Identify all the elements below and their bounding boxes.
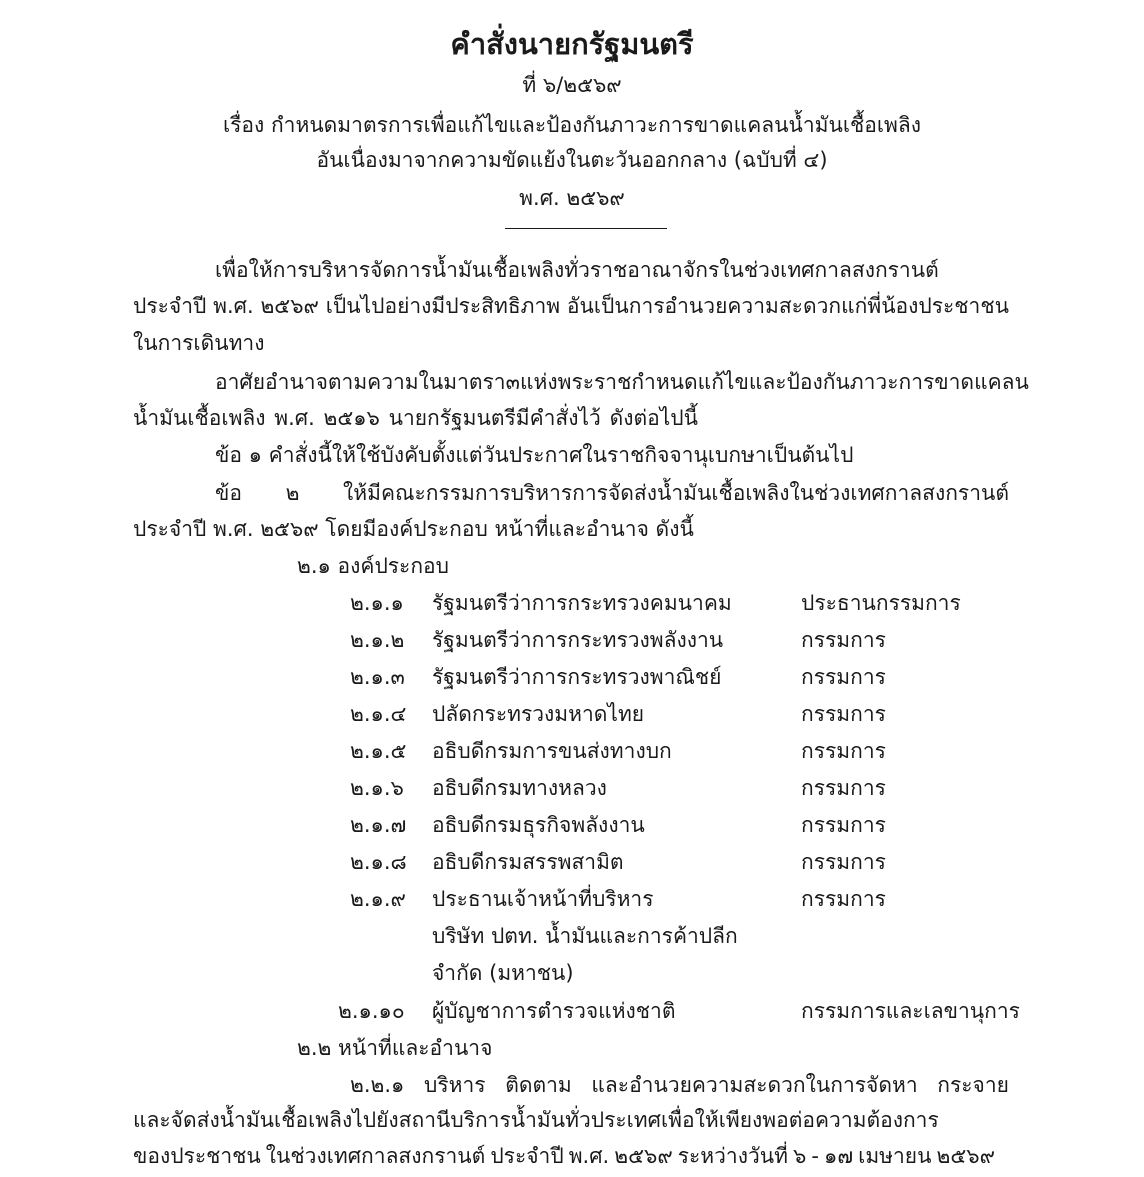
subject-line-2: อันเนื่องมาจากความขัดแย้งในตะวันออกกลาง (ฉบับที่ ๔): [316, 148, 828, 172]
authority-word: ๓: [505, 370, 520, 394]
member-role: กรรมการ: [801, 739, 886, 763]
duty-word: ระหว่างวันที่: [677, 1144, 788, 1168]
order-year: พ.ศ. ๒๕๖๙: [519, 186, 625, 210]
member-number: ๒.๑.๕: [350, 739, 407, 763]
authority-line-1: [215, 367, 1029, 397]
member-role: กรรมการ: [801, 628, 886, 652]
clause-2-word: ให้มีคณะกรรมการบริหารการจัดส่งน้ำมันเชื้อเพลิงในช่วงเทศกาลสงกรานต์: [343, 481, 1009, 505]
member-number: ๒.๑.๘: [350, 850, 407, 874]
intro-word: เป็นไปอย่างมีประสิทธิภาพ: [325, 294, 561, 318]
member-role: กรรมการ: [801, 887, 886, 911]
member-name: รัฐมนตรีว่าการกระทรวงพาณิชย์: [432, 665, 722, 689]
member-role: ประธานกรรมการ: [801, 591, 961, 615]
intro-line-1: เพื่อให้การบริหารจัดการน้ำมันเชื้อเพลิงทั่วราชอาณาจักรในช่วงเทศกาลสงกรานต์: [215, 258, 939, 282]
member-name: อธิบดีกรมสรรพสามิต: [432, 850, 624, 874]
intro-word: อันเป็นการอำนวยความสะดวกแก่พี่น้องประชาชน: [566, 294, 1009, 318]
duty-line-1: [350, 1070, 1009, 1100]
duty-word: พ.ศ.: [568, 1144, 610, 1168]
member-role: กรรมการ: [801, 850, 886, 874]
intro-line-2: [133, 291, 1009, 321]
order-number: ที่ ๖/๒๕๖๙: [522, 73, 622, 97]
duty-word: ๒.๒.๑: [350, 1073, 405, 1097]
member-name: รัฐมนตรีว่าการกระทรวงพลังงาน: [432, 628, 724, 652]
clause-2-word: ๒: [285, 481, 300, 505]
intro-word: ๒๕๖๙: [260, 294, 319, 318]
header-divider: [505, 228, 667, 229]
duty-word: ๖: [793, 1144, 807, 1168]
authority-word: น้ำมันเชื้อเพลิง: [133, 406, 266, 430]
section-2-2-heading: ๒.๒ หน้าที่และอำนาจ: [297, 1036, 493, 1060]
section-2-1-heading: ๒.๑ องค์ประกอบ: [297, 554, 449, 578]
member-name: ผู้บัญชาการตำรวจแห่งชาติ: [432, 999, 676, 1023]
duty-word: ของประชาชน: [133, 1144, 261, 1168]
clause-2-line-1: [215, 478, 1009, 508]
duty-word: ติดตาม: [505, 1073, 572, 1097]
member-number: ๒.๑.๑๐: [338, 999, 405, 1023]
duty-word: ๒๕๖๙: [936, 1144, 995, 1168]
member-name: ปลัดกระทรวงมหาดไทย: [432, 702, 645, 726]
member-number: ๒.๑.๑: [350, 591, 404, 615]
member-name-continued: จำกัด (มหาชน): [432, 961, 574, 985]
member-number: ๒.๑.๔: [350, 702, 407, 726]
clause-1: ข้อ ๑ คำสั่งนี้ให้ใช้บังคับตั้งแต่วันประกาศในราชกิจจานุเบกษาเป็นต้นไป: [215, 443, 854, 467]
duty-word: บริหาร: [424, 1073, 486, 1097]
duty-word: ๒๕๖๙: [614, 1144, 673, 1168]
intro-line-3: ในการเดินทาง: [133, 331, 265, 355]
member-number: ๒.๑.๙: [350, 887, 406, 911]
member-number: ๒.๑.๓: [350, 665, 405, 689]
authority-word: อาศัยอำนาจตามความในมาตรา: [215, 370, 506, 394]
member-number: ๒.๑.๖: [350, 776, 404, 800]
duty-word: และอำนวยความสะดวกในการจัดหา: [591, 1073, 918, 1097]
intro-word: ประจำปี: [133, 294, 207, 318]
member-role: กรรมการ: [801, 702, 886, 726]
duty-word: เมษายน: [858, 1144, 932, 1168]
member-role: กรรมการ: [801, 776, 886, 800]
authority-word: ๒๕๑๖: [323, 406, 380, 430]
authority-line-2: [133, 403, 698, 433]
member-role: กรรมการและเลขานุการ: [801, 999, 1020, 1023]
duty-word: ๑๗: [823, 1144, 854, 1168]
duty-word: กระจาย: [937, 1073, 1009, 1097]
duty-line-3: [133, 1141, 995, 1171]
duty-word: -: [811, 1144, 819, 1168]
intro-word: พ.ศ.: [213, 294, 254, 318]
subject-line-1: เรื่อง กำหนดมาตรการเพื่อแก้ไขและป้องกันภาวะการขาดแคลนน้ำมันเชื้อเพลิง: [222, 113, 922, 137]
member-name: อธิบดีกรมทางหลวง: [432, 776, 607, 800]
authority-word: นายกรัฐมนตรีมีคำสั่งไว้: [388, 406, 601, 430]
member-name: อธิบดีกรมการขนส่งทางบก: [432, 739, 672, 763]
member-role: กรรมการ: [801, 813, 886, 837]
member-name: รัฐมนตรีว่าการกระทรวงคมนาคม: [432, 591, 732, 615]
duty-line-2: และจัดส่งน้ำมันเชื้อเพลิงไปยังสถานีบริการน้ำมันทั่วประเทศเพื่อให้เพียงพอต่อความต้องการ: [133, 1108, 939, 1132]
member-name: ประธานเจ้าหน้าที่บริหาร: [432, 887, 654, 911]
duty-word: ในช่วงเทศกาลสงกรานต์: [265, 1144, 486, 1168]
clause-2-line-2: ประจำปี พ.ศ. ๒๕๖๙ โดยมีองค์ประกอบ หน้าที่และอำนาจ ดังนี้: [133, 517, 694, 541]
clause-2-word: ข้อ: [215, 481, 242, 505]
member-name: อธิบดีกรมธุรกิจพลังงาน: [432, 813, 645, 837]
authority-word: ดังต่อไปนี้: [609, 406, 698, 430]
authority-word: พ.ศ.: [274, 406, 315, 430]
member-number: ๒.๑.๗: [350, 813, 407, 837]
member-role: กรรมการ: [801, 665, 886, 689]
authority-word: แห่งพระราชกำหนดแก้ไขและป้องกันภาวะการขาดแคลน: [519, 370, 1029, 394]
member-number: ๒.๑.๒: [350, 628, 405, 652]
duty-word: ประจำปี: [490, 1144, 564, 1168]
member-name-continued: บริษัท ปตท. น้ำมันและการค้าปลีก: [432, 924, 738, 948]
document-title: คำสั่งนายกรัฐมนตรี: [450, 27, 694, 61]
